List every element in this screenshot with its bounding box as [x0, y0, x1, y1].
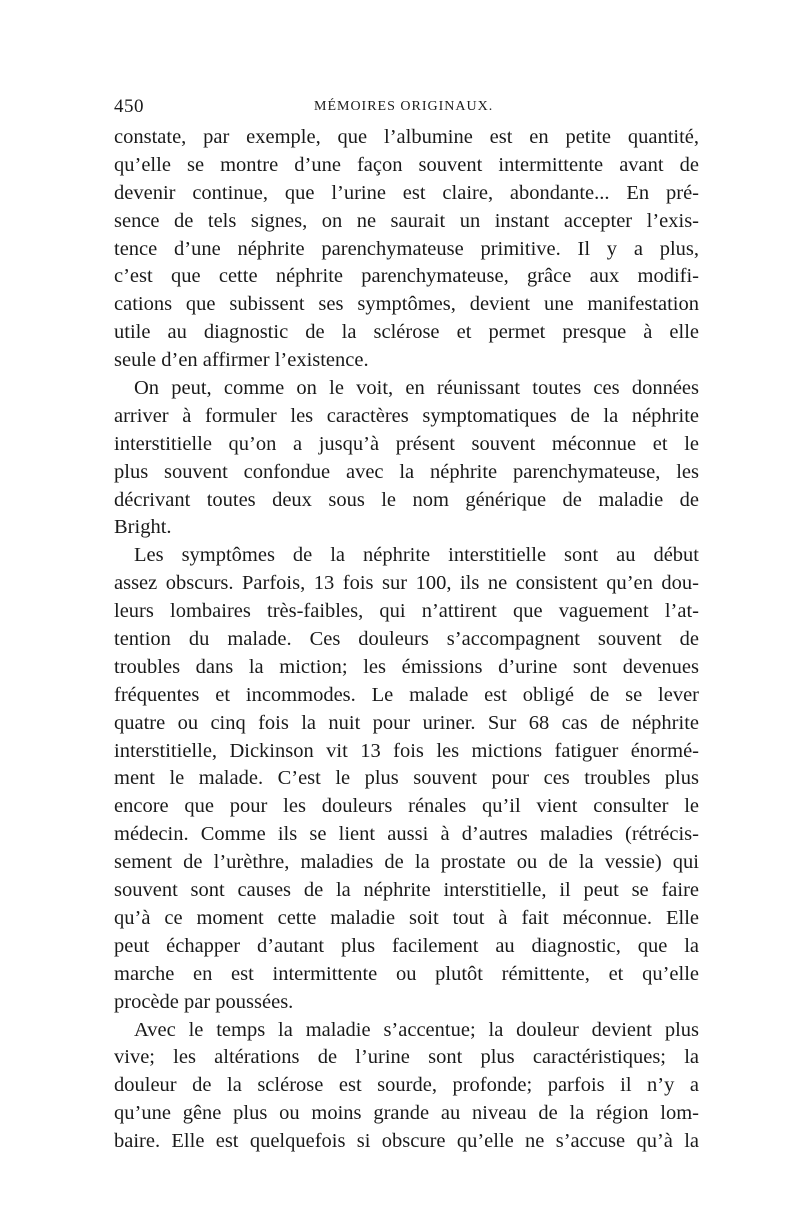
text-line: Les symptômes de la néphrite interstitielle sont au début: [134, 544, 699, 567]
text-line: arriver à formuler les caractères symptomatiques de la néphrite: [114, 404, 699, 427]
text-line: fréquentes et incommodes. Le malade est obligé de se lever: [114, 683, 699, 706]
text-line: leurs lombaires très-faibles, qui n’attirent que vaguement l’at-: [114, 600, 699, 623]
text-line: cations que subissent ses symptômes, devient une manifestation: [114, 293, 699, 316]
text-line: seule d’en affirmer l’existence.: [114, 349, 369, 372]
text-line: sement de l’urèthre, maladies de la prostate ou de la vessie) qui: [114, 851, 699, 874]
text-line: baire. Elle est quelquefois si obscure qu’elle ne s’accuse qu’à la: [114, 1130, 699, 1153]
text-line: interstitielle, Dickinson vit 13 fois les mictions fatiguer énormé-: [114, 739, 699, 762]
text-line: quatre ou cinq fois la nuit pour uriner. Sur 68 cas de néphrite: [114, 711, 699, 734]
text-line: souvent sont causes de la néphrite interstitielle, il peut se faire: [114, 879, 699, 902]
text-line: constate, par exemple, que l’albumine est en petite quantité,: [114, 126, 699, 148]
text-line: c’est que cette néphrite parenchymateuse, grâce aux modifi-: [114, 265, 699, 288]
text-line: sence de tels signes, on ne saurait un instant accepter l’exis-: [114, 209, 699, 232]
text-line: douleur de la sclérose est sourde, profonde; parfois il n’y a: [114, 1074, 699, 1097]
text-line: troubles dans la miction; les émissions d’urine sont devenues: [114, 655, 699, 678]
text-line: vive; les altérations de l’urine sont plus caractéristiques; la: [114, 1046, 699, 1069]
text-line: peut échapper d’autant plus facilement au diagnostic, que la: [114, 934, 699, 957]
text-line: tence d’une néphrite parenchymateuse primitive. Il y a plus,: [114, 237, 699, 260]
running-head: MÉMOIRES ORIGINAUX.: [314, 99, 494, 114]
text-line: plus souvent confondue avec la néphrite parenchymateuse, les: [114, 460, 699, 483]
text-line: encore que pour les douleurs rénales qu’il vient consulter le: [114, 795, 699, 818]
text-line: qu’elle se montre d’une façon souvent intermittente avant de: [114, 153, 699, 176]
text-line: Bright.: [114, 516, 172, 539]
page-number: 450: [114, 96, 144, 117]
text-line: qu’à ce moment cette maladie soit tout à fait méconnue. Elle: [114, 906, 699, 929]
text-line: interstitielle qu’on a jusqu’à présent souvent méconnue et le: [114, 432, 699, 455]
text-line: assez obscurs. Parfois, 13 fois sur 100, ils ne consistent qu’en dou-: [114, 572, 699, 595]
body-text: [114, 124, 699, 1156]
text-line: décrivant toutes deux sous le nom générique de maladie de: [114, 488, 699, 511]
text-line: utile au diagnostic de la sclérose et permet presque à elle: [114, 321, 699, 344]
text-line: Avec le temps la maladie s’accentue; la douleur devient plus: [134, 1018, 699, 1041]
text-line: procède par poussées.: [114, 990, 294, 1013]
text-line: ment le malade. C’est le plus souvent pour ces troubles plus: [114, 767, 699, 790]
text-line: qu’une gêne plus ou moins grande au niveau de la région lom-: [114, 1102, 699, 1125]
page-header: [114, 96, 699, 120]
text-line: marche en est intermittente ou plutôt rémittente, et qu’elle: [114, 962, 699, 985]
text-line: devenir continue, que l’urine est claire, abondante... En pré-: [114, 181, 699, 204]
text-line: médecin. Comme ils se lient aussi à d’autres maladies (rétrécis-: [114, 823, 699, 846]
text-line: On peut, comme on le voit, en réunissant toutes ces données: [134, 377, 699, 400]
text-line: tention du malade. Ces douleurs s’accompagnent souvent de: [114, 628, 699, 651]
